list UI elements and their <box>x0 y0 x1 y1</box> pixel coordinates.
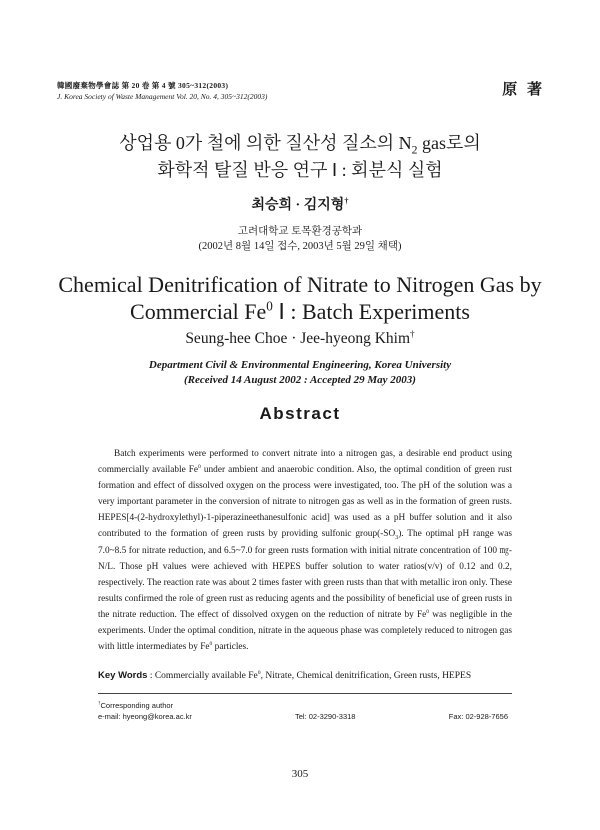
page-number: 305 <box>291 768 309 780</box>
korean-title-line2: 화학적 탈질 반응 연구 Ⅰ : 회분식 실험 <box>157 160 443 180</box>
corresponding-label: †Corresponding author <box>98 700 174 710</box>
corresponding-mark: † <box>410 329 415 340</box>
english-department: Department Civil & Environmental Engineering, Korea University <box>148 359 452 371</box>
english-title-line2: Commercial Fe$^0$ Ⅰ : Batch Experiments <box>130 298 470 324</box>
corresponding-author-footnote <box>98 700 512 722</box>
korean-affiliation <box>0 224 600 254</box>
abstract-text: Batch experiments were performed to convert nitrate into a nitrogen gas, a desirable end product using commercially available Fe$^0$ under ambient and anaerobic condition. Also, the optimal condition of green rust formation and effect of dissolved oxygen on the process were investigated, too. The pH of the solution was a very important parameter in the conversion of nitrate to nitrogen gas as well as in the formation of green rusts. HEPES[4-(2-hydroxylethyl)-1-piperazineethanesulfonic acid] was used as a pH buffer solution and it also contributed to the formation of green rusts by providing sulfonic $group(-SO_3)$. The optimal pH range was 7.0~8.5 for nitrate reduction, and 6.5~7.0 for green rusts formation with initial nitrate concentration of 100 ㎎-N/L. Those pH values were achieved with HEPES buffer solution to water ratios(v/v) of 0.12 and 0.2, respectively. The reaction rate was about 2 times faster with green rusts than that with metallic iron only. These results confirmed the role of green rust as reducing agents and the possibility of beneficial use of green rusts in the nitrate reduction. The effect of dissolved oxygen on the reduction of nitrate by Fe$^0$ was negligible in the experiments. Under the optimal condition, nitrate in the aqueous phase was completely reduced to nitrogen gas with little intermediates by Fe$^0$ particles. <box>98 449 513 653</box>
article-type-label: 原 著 <box>502 82 545 98</box>
journal-header <box>57 80 267 102</box>
english-title-line1: Chemical Denitrification of Nitrate to Nitrogen Gas by <box>58 272 542 297</box>
journal-header-korean: 韓國廢棄物學會誌 第 20 卷 第 4 號 305~312(2003) <box>57 81 229 90</box>
fax-number: Fax: 02-928-7656 <box>448 712 508 721</box>
email-address: e-mail: hyeong@korea.ac.kr <box>98 712 192 721</box>
english-title <box>0 271 600 325</box>
korean-title <box>0 130 600 184</box>
journal-header-english: J. Korea Society of Waste Management Vol. 20, No. 4, 305~312(2003) <box>57 92 268 101</box>
korean-authors: 최승희 · 김지형† <box>251 196 349 213</box>
korean-dates: (2002년 8월 14일 접수, 2003년 5월 29일 채택) <box>198 241 402 252</box>
english-dates: (Received 14 August 2002 : Accepted 29 May 2003) <box>184 374 416 386</box>
english-authors: Seung-hee Choe · Jee-hyeong Khim† <box>185 329 415 347</box>
footnote-divider <box>98 693 512 694</box>
english-affiliation <box>0 358 600 388</box>
abstract-heading: Abstract <box>259 404 341 423</box>
keywords-label: Key Words <box>98 670 148 681</box>
keywords: Key Words : Commercially available Fe$^0$, Nitrate, Chemical denitrification, Green rusts, HEPES <box>98 669 472 681</box>
corresponding-mark: † <box>344 196 349 206</box>
korean-institution: 고려대학교 토목환경공학과 <box>237 226 363 237</box>
contact-line <box>98 711 512 722</box>
korean-title-line1: 상업용 0가 철에 의한 질산성 질소의 $N_2$ gas로의 <box>119 133 481 157</box>
telephone-number: Tel: 02-3290-3318 <box>295 712 356 721</box>
